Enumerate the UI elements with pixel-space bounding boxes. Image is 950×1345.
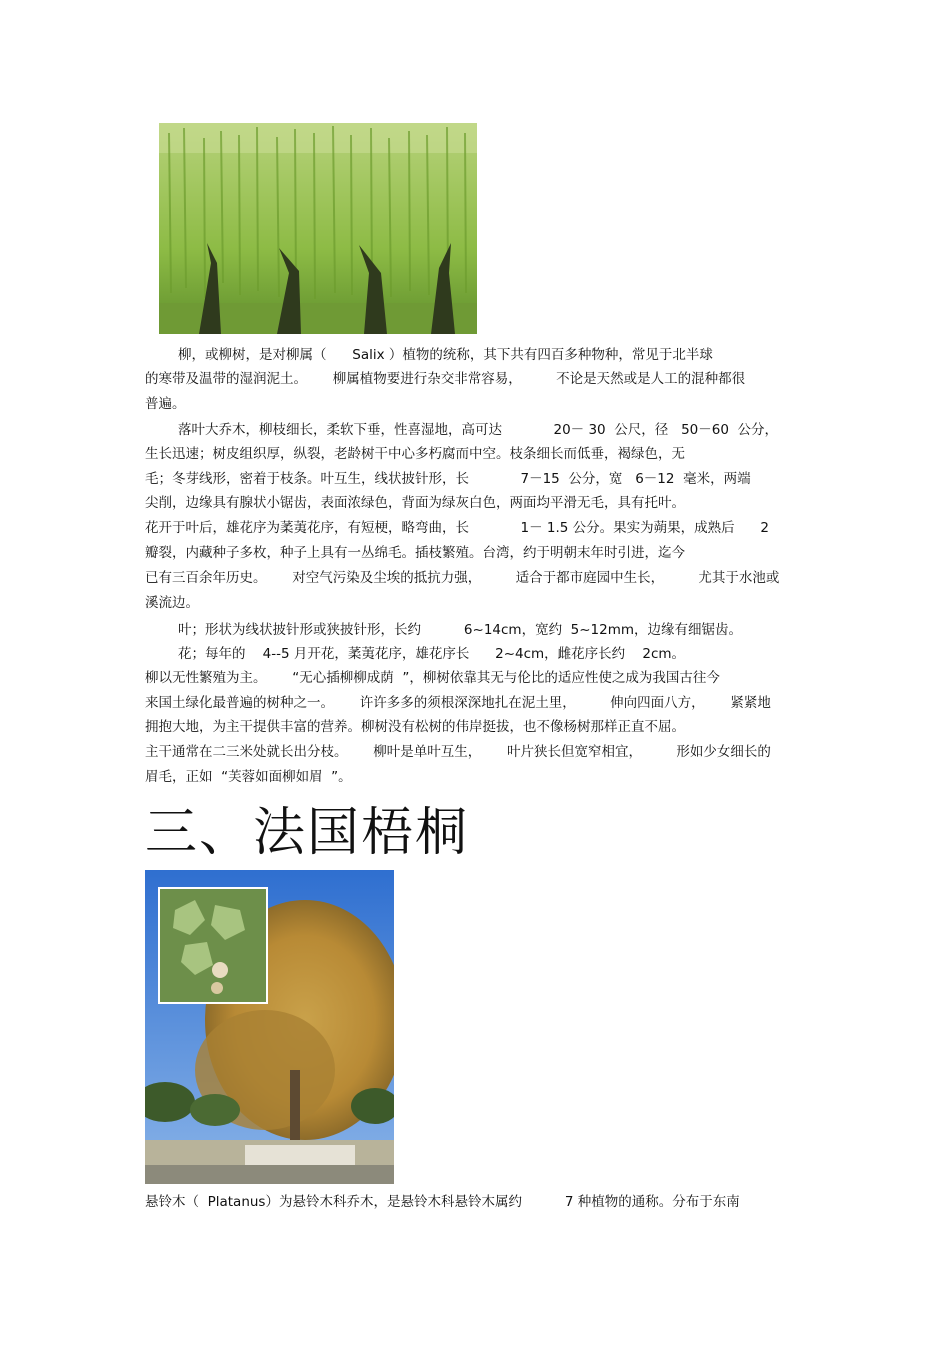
text-line: 柳，或柳树，是对柳属（ Salix ）植物的统称，其下共有四百多种物种，常见于北半球	[178, 347, 713, 363]
text-line: 普遍。	[145, 396, 186, 412]
text-line: 花；每年的 4--5 月开花，葇荑花序，雄花序长 2~4cm，雌花序长约 2cm。	[178, 646, 686, 662]
text-line: 拥抱大地，为主干提供丰富的营养。柳树没有松树的伟岸挺拔，也不像杨树那样正直不屈。	[145, 719, 685, 735]
text-line: 眉毛，正如 “芙蓉如面柳如眉 ”。	[145, 769, 352, 785]
text-line: 落叶大乔木，柳枝细长，柔软下垂，性喜湿地，高可达 20－ 30 公尺，径 50－60 公分，	[178, 422, 779, 438]
section-heading: 三、法国梧桐	[145, 803, 470, 863]
text-line: 溪流边。	[145, 595, 199, 611]
text-line: 毛；冬芽线形，密着于枝条。叶互生，线状披针形，长 7－15 公分，宽 6－12 毫米，两端	[145, 471, 751, 487]
text-line: 柳以无性繁殖为主。 “无心插柳柳成荫 ”，柳树依靠其无与伦比的适应性使之成为我国古往今	[145, 670, 720, 686]
text-line: 花开于叶后，雄花序为葇荑花序，有短梗，略弯曲，长 1－ 1.5 公分。果实为蒴果，成熟后 2	[145, 520, 769, 536]
text-line: 的寒带及温带的湿润泥土。 柳属植物要进行杂交非常容易， 不论是天然或是人工的混种都很	[145, 371, 746, 387]
text-line: 主干通常在二三米处就长出分枝。 柳叶是单叶互生， 叶片狭长但宽窄相宜， 形如少女细长的	[145, 744, 771, 760]
platanus-intro-line: 悬铃木（ Platanus）为悬铃木科乔木，是悬铃木科悬铃木属约 7 种植物的通称。分布于东南	[145, 1194, 740, 1210]
text-line: 生长迅速；树皮组织厚，纵裂，老龄树干中心多朽腐而中空。枝条细长而低垂，褐绿色，无	[145, 446, 685, 462]
text-line: 来国土绿化最普遍的树种之一。 许许多多的须根深深地扎在泥土里， 伸向四面八方， 紧紧地	[145, 695, 771, 711]
text-line: 叶；形状为线状披针形或狭披针形，长约 6~14cm，宽约 5~12mm，边缘有细锯齿。	[178, 622, 743, 638]
text-line: 尖削，边缘具有腺状小锯齿，表面浓绿色，背面为绿灰白色，两面均平滑无毛，具有托叶。	[145, 495, 685, 511]
text-line: 瓣裂，内藏种子多枚，种子上具有一丛绵毛。插枝繁殖。台湾，约于明朝末年时引进，迄今	[145, 545, 685, 561]
text-line: 已有三百余年历史。 对空气污染及尘埃的抵抗力强， 适合于都市庭园中生长， 尤其于水池或	[145, 570, 780, 586]
willow-tree-photo	[159, 123, 477, 334]
plane-tree-photo	[145, 870, 394, 1184]
